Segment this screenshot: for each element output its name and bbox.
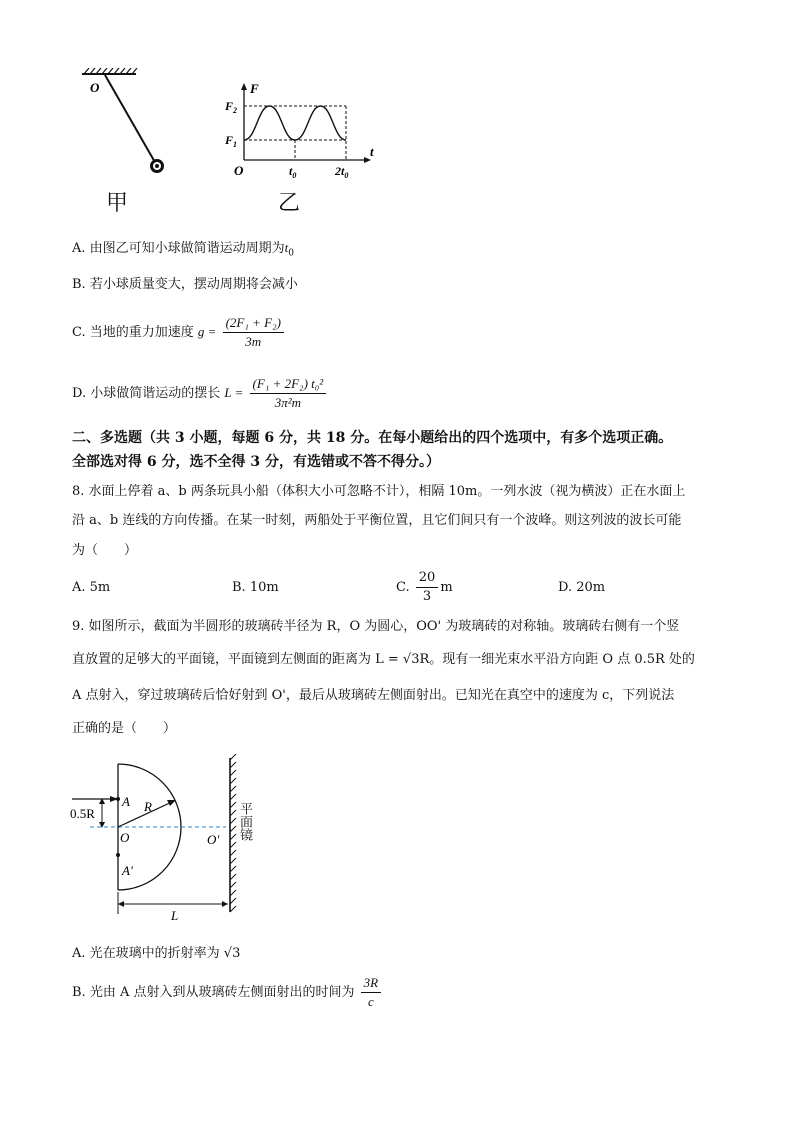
q8-stem-line1: 8. 水面上停着 a、b 两条玩具小船（体积大小可忽略不计），相隔 10m。一列水波（视为横波）正在水面上 (72, 484, 686, 499)
y-axis-label: F (250, 81, 259, 96)
pivot-label: O (90, 80, 100, 95)
radius-label: R (144, 799, 152, 814)
q8-option-b: B. 10m (232, 580, 279, 595)
o-prime-label: O' (207, 832, 220, 847)
l-label: L (171, 908, 179, 923)
q7-d-fraction: $\frac{\text{(F₁ + 2F₂) t₀²}}{\text{3π²m}}$ (250, 375, 327, 412)
q8-option-a: A. 5m (72, 580, 111, 595)
q9-stem-line3: A 点射入，穿过玻璃砖后恰好射到 O'，最后从玻璃砖左侧面射出。已知光在真空中的速度为 c，下列说法 (72, 688, 675, 703)
q8-option-c: C. $\frac{20}{3}$ m (396, 570, 453, 604)
q9-stem-line2: 直放置的足够大的平面镜，平面镜到左侧面的距离为 L = √3R。现有一细光束水平沿方向距 O 点 0.5R 处的 (72, 652, 695, 667)
2t0-label: $2t_0$ (335, 164, 349, 180)
q8-stem-line2: 沿 a、b 连线的方向传播。在某一时刻，两船处于平衡位置，且它们间只有一个波峰。则这列波的波长可能 (72, 513, 682, 528)
q8-stem-line3: 为（ ） (72, 543, 138, 558)
figure-caption-yi: 乙 (278, 191, 301, 216)
glass-brick-figure (68, 754, 258, 926)
q9-stem-line4: 正确的是（ ） (72, 721, 177, 736)
q8-c-fraction: $\frac{20}{3}$ (416, 569, 439, 606)
pendulum-string (105, 75, 156, 164)
figure-caption-jia: 甲 (106, 191, 129, 216)
force-curve (244, 106, 346, 140)
f2-label: $F_2$ (225, 99, 238, 115)
x-axis-label: t (370, 144, 374, 159)
q9-option-a: A. 光在玻璃中的折射率为 √3 (72, 946, 241, 961)
q7-c-fraction: $\frac{\text{(2F₁ + F₂)}}{3m}$ (223, 314, 284, 351)
q7-option-a: A. 由图乙可知小球做简谐运动周期为$t_0$ (72, 240, 295, 259)
q9-option-b: B. 光由 A 点射入到从玻璃砖左侧面射出的时间为 $\frac{3R}{c}$ (72, 974, 383, 1012)
section2-heading-line1: 二、多选题（共 3 小题，每题 6 分，共 18 分。在每小题给出的四个选项中，有多个选项正确。 (72, 430, 673, 446)
q9-b-fraction: $\frac{3R}{c}$ (361, 974, 381, 1011)
origin-label: O (234, 163, 244, 178)
q7-option-c: C. 当地的重力加速度 g = $\frac{\text{(2F₁ + F₂)}}{3m}$ (72, 313, 286, 352)
section2-heading-line2: 全部选对得 6 分，选不全得 3 分，有选错或不答不得分。） (72, 454, 440, 470)
force-time-graph (222, 80, 382, 182)
point-a-prime-label: A' (122, 863, 133, 878)
q8-option-d: D. 20m (558, 580, 606, 595)
q7-option-d: D. 小球做简谐运动的摆长 L = $\frac{\text{(F₁ + 2F₂) t₀²}}{\text{3π²m}}$ (72, 374, 328, 413)
q7-option-b: B. 若小球质量变大，摆动周期将会减小 (72, 277, 298, 292)
q9-stem-line1: 9. 如图所示，截面为半圆形的玻璃砖半径为 R，O 为圆心，OO' 为玻璃砖的对称轴。玻璃砖右侧有一个竖 (72, 619, 680, 634)
center-o-label: O (120, 830, 130, 845)
f1-label: $F_1$ (225, 133, 238, 149)
point-a-label: A (122, 794, 130, 809)
mirror-label: 平面镜 (237, 802, 252, 841)
half-r-label: 0.5R (70, 806, 95, 821)
t0-label: $t_0$ (289, 164, 297, 180)
